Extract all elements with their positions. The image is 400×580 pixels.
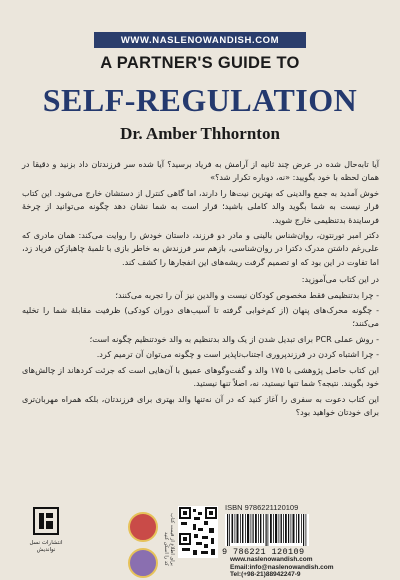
blurb-text — [22, 158, 379, 421]
price-scan-label: برای اطلاع از قیمت کتاب کد را اسکن کنید — [163, 513, 175, 566]
author-name: Dr. Amber Thhornton — [120, 124, 280, 143]
blurb-bullet: - روش عملی PCR برای تبدیل شدن از یک والد بدتنظیم به والد خودتنظیم چگونه است؛ — [89, 333, 379, 344]
publisher-name: انتشارات نسل نواندیش — [29, 540, 63, 553]
blurb-paragraph: آیا تابه‌حال شده در عرض چند ثانیه از آرامش به فریاد برسید؟ آیا شده سر فرزندتان داد بزنید و دقیقا در همان لحظه با خود بگویید: «نه، دوباره تکرار شد؟» — [22, 159, 379, 183]
barcode-digits: 9 786221 120109 — [222, 547, 305, 557]
contact-phone: Tel:(+98-21)88942247-9 — [230, 571, 301, 579]
blurb-bullet: - چگونه محرک‌های پنهان (از کم‌خوابی گرفته تا آسیب‌های دوران کودکی) ظرفیت مقابلهٔ شما را تخلیه می‌کنند؛ — [22, 305, 379, 329]
blurb-paragraph: خوش آمدید به جمع والدینی که بهترین نیت‌ها را دارند، اما گاهی کنترل از دستشان خارج می‌شود. این کتاب قرار نیست به شما بگوید والد کاملی باشید؛ قرار است به شما نشان دهد چگونه می‌توانید از چرخهٔ فرسایندهٔ بدتنظیمی خارج شوید. — [22, 187, 379, 225]
contact-website[interactable]: www.naslenowandish.com — [230, 556, 313, 563]
award-badge-icon — [128, 548, 158, 578]
publisher-contacts — [230, 556, 340, 579]
blurb-paragraph: این کتاب دعوت به سفری را آغاز کنید که در آن نه‌تنها والد بهتری برای فرزندتان، بلکه همراه مهربان‌تری برای خودتان خواهید بود؟ — [22, 393, 379, 417]
blurb-paragraph: این کتاب حاصل پژوهشی با ۱۷۵ والد و گفت‌وگوهای عمیق با آن‌هایی است که جرئت کردهاند از چالش‌های خود بگویند. نتیجه؟ شما تنها نیستید، نه، اصلاً تنها نیستید. — [22, 364, 379, 389]
award-badge-icon — [128, 512, 158, 542]
subtitle-kicker: A PARTNER'S GUIDE TO — [100, 54, 300, 72]
barcode-icon — [225, 514, 309, 546]
blurb-bullet: - چرا بدتنظیمی فقط مخصوص کودکان نیست و والدین نیز آن را تجربه می‌کنند؛ — [115, 289, 379, 300]
blurb-list-intro: در این کتاب می‌آموزید: — [301, 274, 379, 285]
blurb-bullet: - چرا اشتباه کردن در فرزندپروری اجتناب‌ناپذیر است و چگونه می‌توان آن ترمیم کرد. — [96, 349, 379, 360]
contact-email[interactable]: Email:info@naslenowandish.com — [230, 563, 334, 571]
website-banner: WWW.NASLENOWANDISH.COM — [94, 32, 306, 48]
publisher-logo-icon — [32, 506, 60, 536]
qr-code-icon[interactable] — [178, 506, 218, 558]
book-title: SELF-REGULATION — [42, 82, 358, 118]
blurb-paragraph: دکتر امبر تورنتون، روان‌شناس بالینی و مادر دو فرزند، داستان خودش را روایت می‌کند: همان مادری که علی‌رغم داشتن مدرک دکترا در روان‌شناسی، بازهم سر فرزندش به خاطر بازی با تلمبهٔ چاهبازکن فریاد زد، اما تفاوت در این بود که او تصمیم گرفت ریشه‌های این انفجارها را کشف کند. — [22, 230, 379, 267]
isbn-label: ISBN 9786221120109 — [225, 503, 299, 512]
